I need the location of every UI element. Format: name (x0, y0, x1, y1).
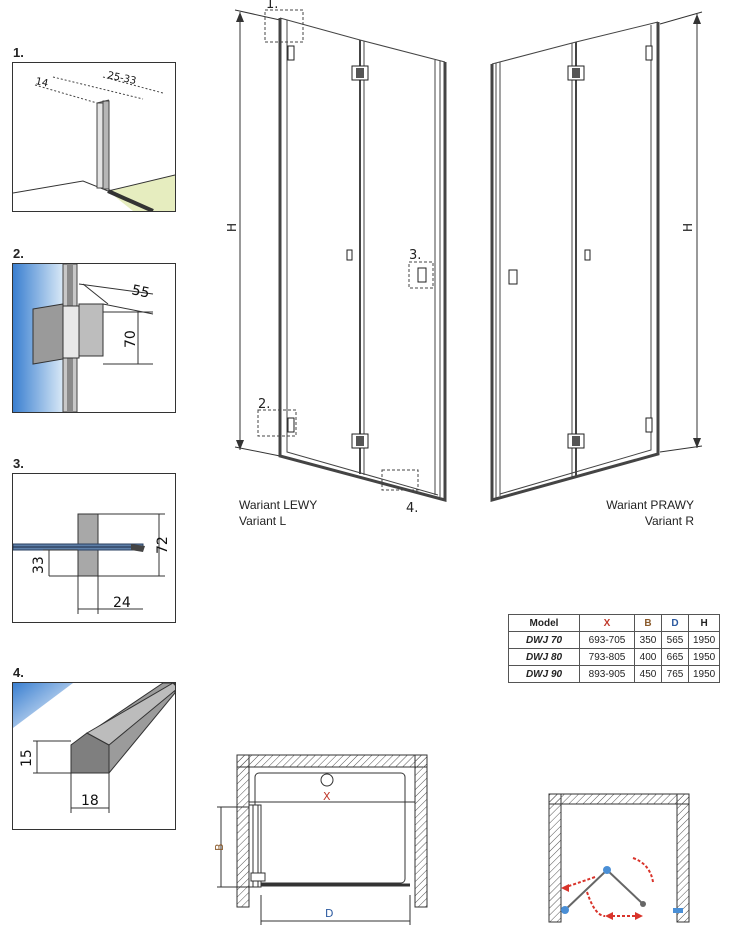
spec-cell: DWJ 90 (509, 666, 580, 683)
spec-cell: 665 (662, 649, 689, 666)
detail-4-panel (12, 682, 176, 830)
spec-header-model: Model (509, 615, 580, 632)
spec-header-b: B (635, 615, 662, 632)
spec-cell: 450 (635, 666, 662, 683)
detail-3-dim-c: 24 (113, 595, 131, 611)
detail-2-dim-a: 55 (130, 282, 151, 302)
detail-1-drawing (13, 63, 175, 211)
spec-cell: 693-705 (580, 632, 635, 649)
spec-table-header-row (509, 615, 720, 632)
detail-2-number: 2. (13, 246, 24, 261)
spec-cell: 565 (662, 632, 689, 649)
detail-2-dim-b: 70 (123, 330, 139, 348)
folding-diagram (545, 792, 690, 927)
plan-drawing (205, 745, 430, 935)
variant-left-line1: Wariant LEWY (239, 498, 318, 512)
spec-cell: DWJ 70 (509, 632, 580, 649)
spec-cell: 893-905 (580, 666, 635, 683)
table-row (509, 632, 720, 649)
spec-cell: 1950 (689, 666, 720, 683)
detail-1-number: 1. (13, 45, 24, 60)
spec-cell: 1950 (689, 649, 720, 666)
plan-x-label: X (323, 790, 331, 803)
variant-right-line1: Wariant PRAWY (606, 498, 694, 512)
callout-4: 4. (406, 501, 419, 516)
left-height-label: H (225, 222, 239, 232)
detail-4-drawing (13, 683, 175, 829)
spec-cell: 350 (635, 632, 662, 649)
variant-left-line2: Variant L (239, 514, 287, 528)
variant-left-label (239, 497, 317, 529)
spec-table (508, 614, 720, 683)
detail-2-panel (12, 263, 176, 413)
callout-2: 2. (258, 397, 271, 412)
spec-header-d: D (662, 615, 689, 632)
detail-1-panel (12, 62, 176, 212)
detail-1-dim-a: 14 (34, 76, 50, 90)
spec-cell: 765 (662, 666, 689, 683)
spec-cell: 793-805 (580, 649, 635, 666)
detail-3-number: 3. (13, 456, 24, 471)
spec-header-h: H (689, 615, 720, 632)
detail-3-drawing (13, 474, 175, 622)
callout-1: 1. (266, 0, 279, 12)
plan-d-label: D (325, 907, 334, 920)
elevation-drawing (180, 0, 736, 530)
spec-header-x: X (580, 615, 635, 632)
detail-3-dim-b: 33 (31, 556, 47, 574)
callout-3: 3. (409, 248, 422, 263)
table-row (509, 649, 720, 666)
spec-cell: 400 (635, 649, 662, 666)
detail-4-number: 4. (13, 665, 24, 680)
detail-2-drawing (13, 264, 175, 412)
detail-4-dim-b: 18 (81, 793, 99, 809)
variant-right-line2: Variant R (644, 514, 694, 528)
detail-3-dim-a: 72 (155, 536, 171, 554)
spec-cell: 1950 (689, 632, 720, 649)
detail-4-dim-a: 15 (19, 749, 35, 767)
spec-cell: DWJ 80 (509, 649, 580, 666)
plan-b-label: B (213, 843, 226, 851)
detail-1-dim-b: 25-33 (106, 70, 138, 87)
table-row (509, 666, 720, 683)
right-height-label: H (681, 222, 695, 232)
detail-3-panel (12, 473, 176, 623)
variant-right-label (590, 497, 694, 529)
